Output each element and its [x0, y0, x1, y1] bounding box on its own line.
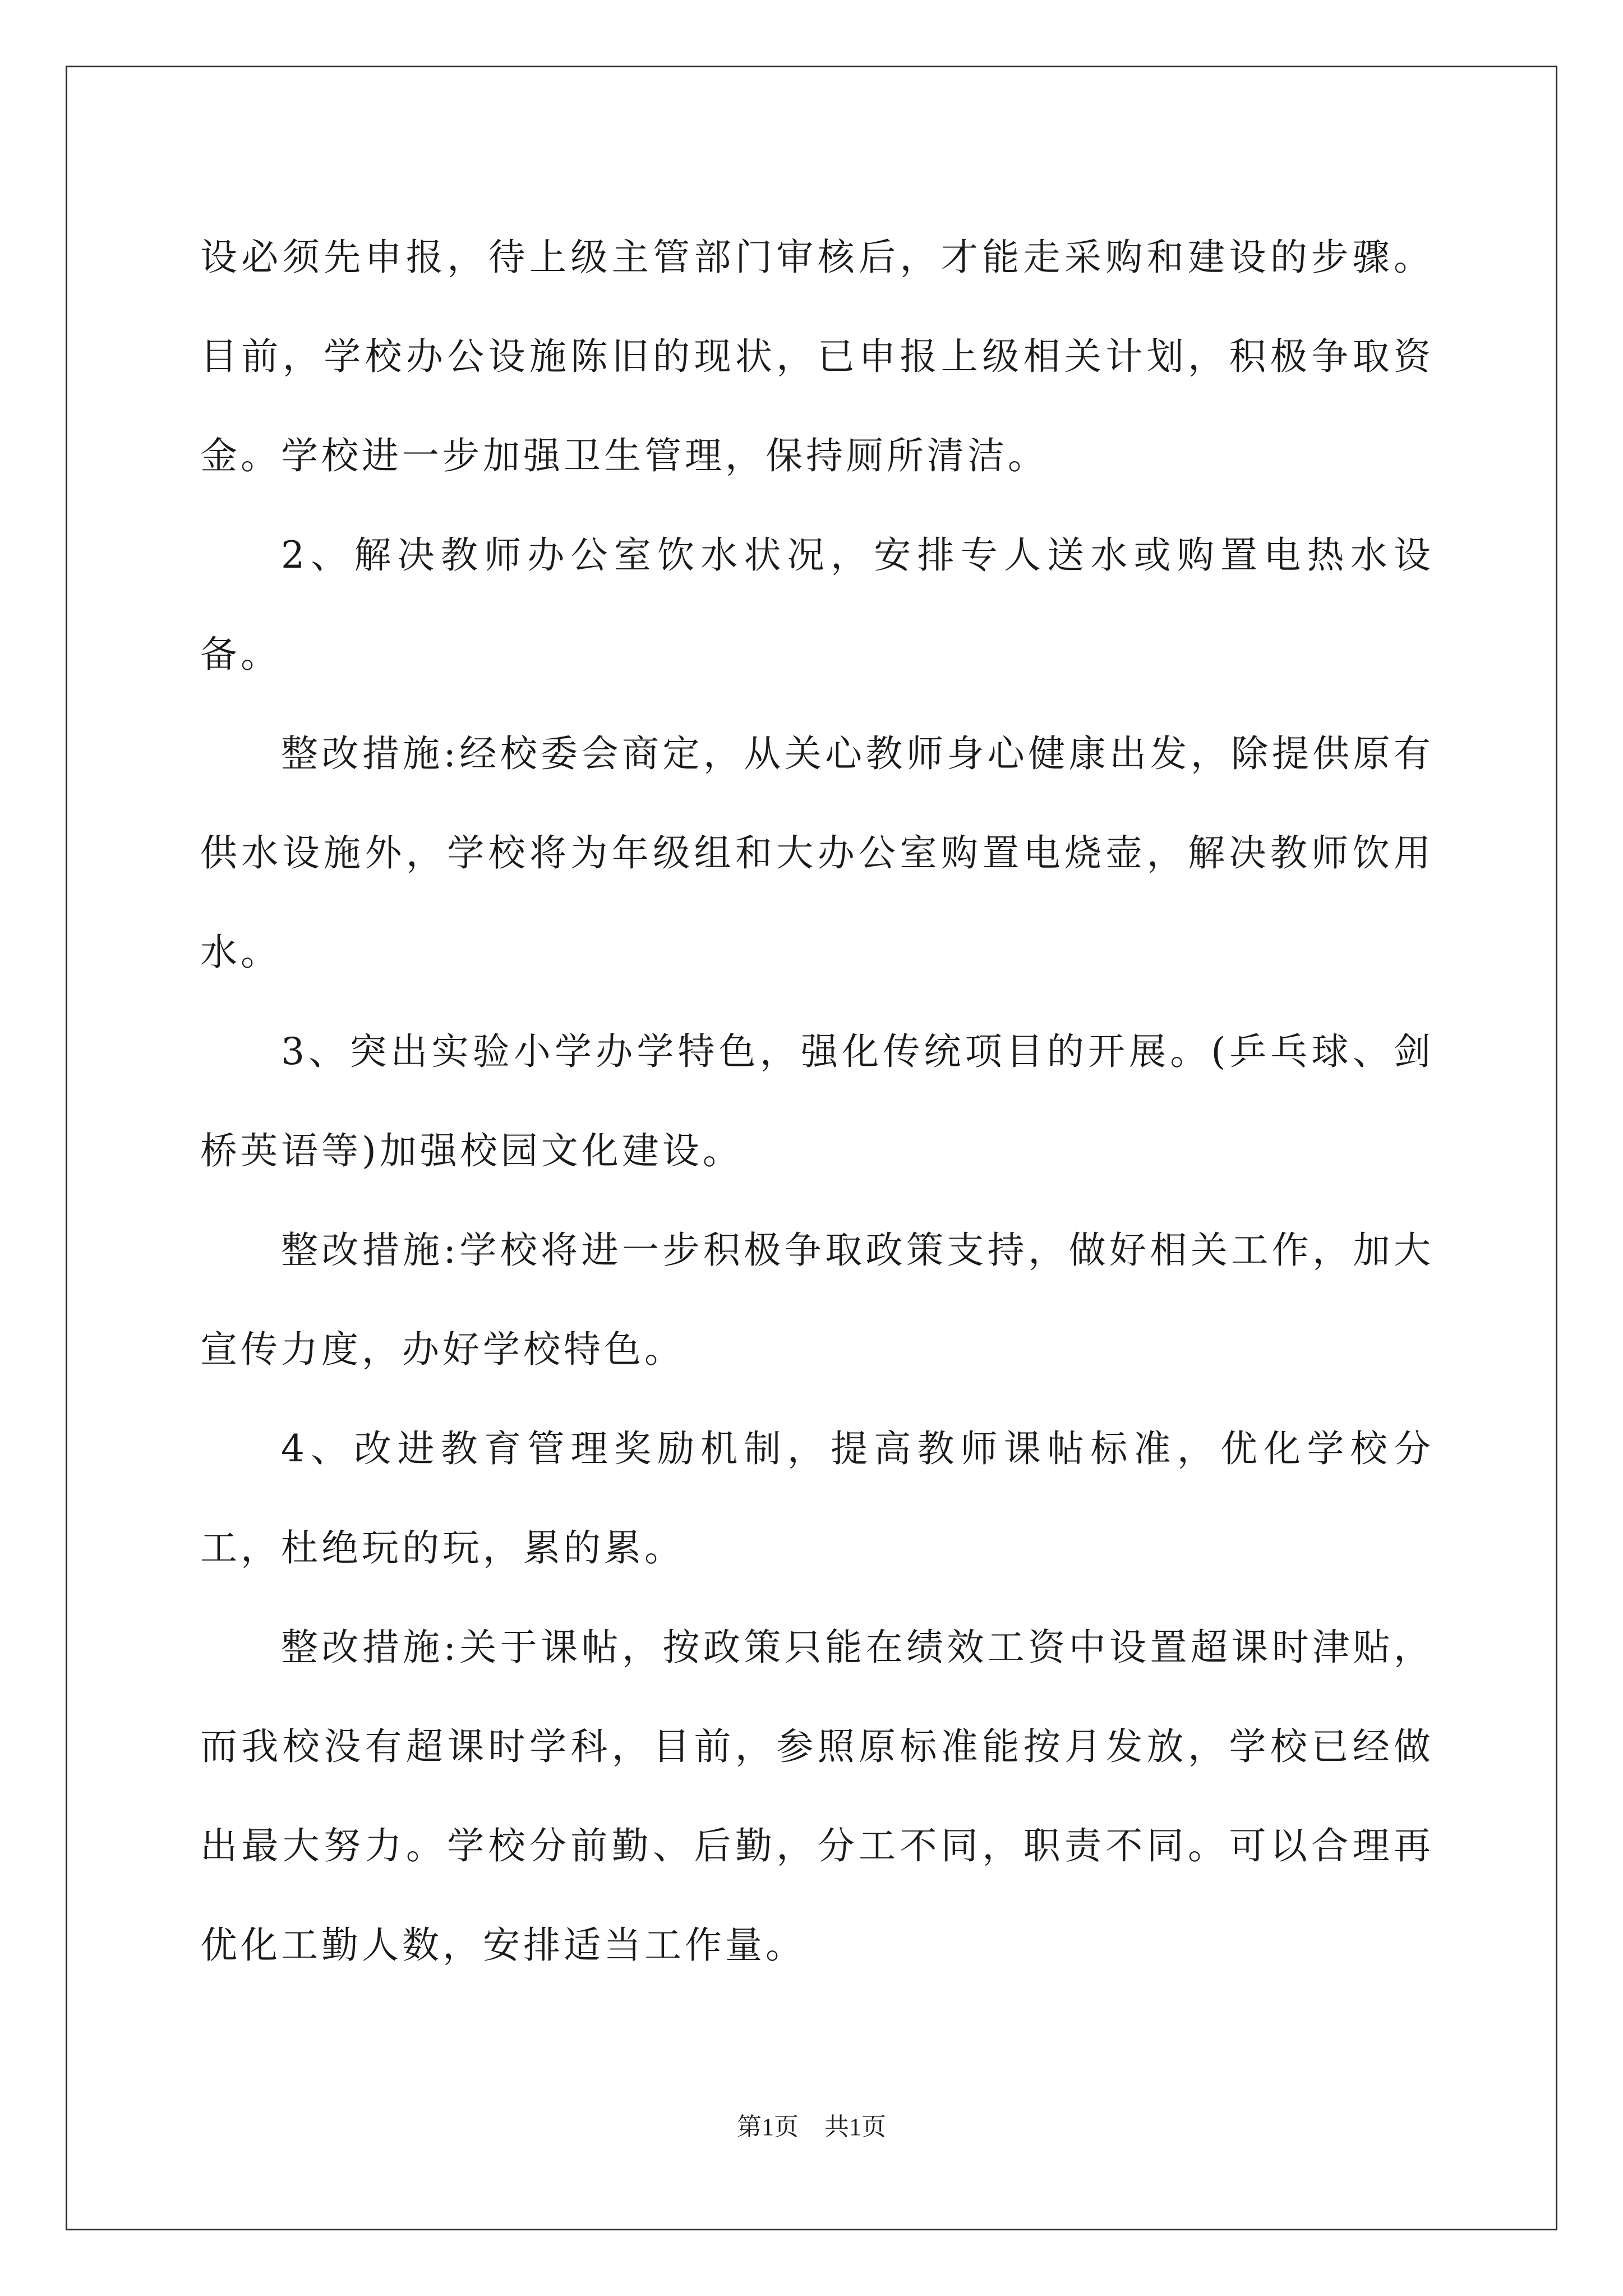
page-number: 第1页 — [737, 2113, 799, 2141]
paragraph: 2、解决教师办公室饮水状况，安排专人送水或购置电热水设备。 — [200, 533, 1434, 676]
paragraph: 3、突出实验小学办学特色，强化传统项目的开展。(乒乓球、剑桥英语等)加强校园文化建设。 — [200, 1030, 1434, 1172]
document-body — [200, 208, 1434, 1995]
paragraph: 设必须先申报，待上级主管部门审核后，才能走采购和建设的步骤。目前，学校办公设施陈旧的现状，已申报上级相关计划，积极争取资金。学校进一步加强卫生管理，保持厕所清洁。 — [200, 236, 1434, 477]
paragraph: 整改措施:经校委会商定，从关心教师身心健康出发，除提供原有供水设施外，学校将为年级组和大办公室购置电烧壶，解决教师饮用水。 — [200, 732, 1434, 974]
page-total: 共1页 — [824, 2113, 886, 2141]
paragraph: 整改措施:学校将进一步积极争取政策支持，做好相关工作，加大宣传力度，办好学校特色。 — [200, 1228, 1434, 1371]
paragraph: 4、改进教育管理奖励机制，提高教师课帖标准，优化学校分工，杜绝玩的玩，累的累。 — [200, 1427, 1434, 1570]
page-footer — [0, 2106, 1623, 2142]
paragraph: 整改措施:关于课帖，按政策只能在绩效工资中设置超课时津贴，而我校没有超课时学科，目前，参照原标准能按月发放，学校已经做出最大努力。学校分前勤、后勤，分工不同，职责不同。可以合理再优化工勤人数，安排适当工作量。 — [200, 1626, 1434, 1967]
